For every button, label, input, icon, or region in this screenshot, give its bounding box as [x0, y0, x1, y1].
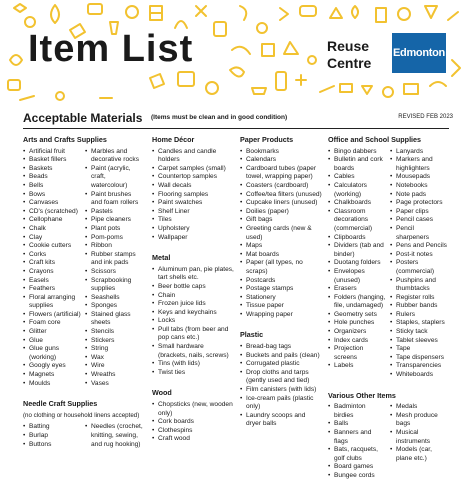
list-item: • Countertop samples	[152, 173, 234, 182]
list-item: • Bookmarks	[240, 148, 322, 157]
plastic-title: Plastic	[240, 330, 264, 340]
list-item: • Craft kits	[23, 259, 81, 268]
list-item: • Cardboard tubes (paper towel, wrapping paper)	[240, 165, 322, 182]
arts-lists	[23, 148, 148, 389]
metal-list	[152, 266, 234, 378]
list-item: • Cables	[328, 173, 386, 182]
needle-title: Needle Craft Supplies	[23, 399, 98, 409]
list-item: • Buttons	[23, 441, 81, 450]
list-item: • Upholstery	[152, 225, 234, 234]
reuse-line-2: Centre	[327, 55, 372, 71]
list-item: • Folders (hanging, file, undamaged)	[328, 294, 386, 311]
list-item: • Moulds	[23, 380, 81, 389]
column-home-metal-wood	[152, 136, 234, 444]
list-item: • Maps	[240, 242, 322, 251]
list-item: • Rubber bands	[390, 302, 448, 311]
other-lists	[328, 403, 453, 480]
list-item: • Locks	[152, 317, 234, 326]
list-item: • Mesh produce bags	[390, 412, 448, 429]
list-item: • Whiteboards	[390, 371, 448, 380]
list-item: • Cupcake liners (unused)	[240, 199, 322, 208]
list-item: • Stencils	[85, 328, 143, 337]
home-title: Home Décor	[152, 135, 195, 144]
list-item: • Paint swatches	[152, 199, 234, 208]
list-item: • Tape dispensers	[390, 354, 448, 363]
list-item: • Tape	[390, 345, 448, 354]
list-item: • Clay	[23, 234, 81, 243]
list-item: • Drop cloths and tarps (gently used and tied)	[240, 369, 322, 386]
list-item: • Chopsticks (new, wooden only)	[152, 401, 234, 418]
list-item: • Frozen juice lids	[152, 300, 234, 309]
list-item: • Transparencies	[390, 362, 448, 371]
list-item: • Wire	[85, 362, 143, 371]
list-item: • Geometry sets	[328, 311, 386, 320]
list-item: • Cellophane	[23, 216, 81, 225]
list-item: • Baskets	[23, 165, 81, 174]
needle-subtitle: (no clothing or household linens accepted)	[23, 411, 140, 419]
list-item: • Glitter	[23, 328, 81, 337]
list-item: • Clipboards	[328, 234, 386, 243]
list-item: • Sponges	[85, 302, 143, 311]
list-item: • Projection screens	[328, 345, 386, 362]
list-item: • Wax	[85, 354, 143, 363]
other-title: Various Other Items	[328, 390, 396, 400]
list-item: • Paint brushes and foam rollers	[85, 191, 143, 208]
list-item: • Pull tabs (from beer and pop cans etc.)	[152, 326, 234, 343]
divider	[23, 128, 449, 129]
paper-title: Paper Products	[240, 135, 294, 144]
list-item: • Bread-bag tags	[240, 343, 322, 352]
list-item: • Bats, racquets, golf clubs	[328, 446, 386, 463]
list-item: • Bungee cords	[328, 472, 386, 481]
list-item: • Tissue paper	[240, 302, 322, 311]
list-item: • Magnets	[23, 371, 81, 380]
list-item: • Postage stamps	[240, 285, 322, 294]
subheader	[23, 111, 453, 127]
header	[0, 0, 470, 105]
list-item: • Tiles	[152, 216, 234, 225]
arts-title: Arts and Crafts Supplies	[23, 135, 107, 144]
list-item: • Cookie cutters	[23, 242, 81, 251]
list-item: • Chalkboards	[328, 199, 386, 208]
arts-left-list	[23, 148, 81, 389]
list-item: • Batting	[23, 423, 81, 432]
office-right-list	[390, 148, 448, 380]
list-item: • Coasters (cardboard)	[240, 182, 322, 191]
list-item: • Classroom decorations (commercial)	[328, 208, 386, 234]
list-item: • Stickers	[85, 337, 143, 346]
list-item: • Mat boards	[240, 251, 322, 260]
list-item: • Duotang folders	[328, 259, 386, 268]
list-item: • Carpet samples (small)	[152, 165, 234, 174]
list-item: • Candles and candle holders	[152, 148, 234, 165]
list-item: • Organizers	[328, 328, 386, 337]
list-item: • Flowers (artificial)	[23, 311, 81, 320]
column-paper-plastic	[240, 136, 322, 429]
home-list	[152, 148, 234, 243]
list-item: • Pushpins and thumbtacks	[390, 277, 448, 294]
list-item: • Glue	[23, 337, 81, 346]
list-item: • Scrapbooking supplies	[85, 277, 143, 294]
list-item: • Chain	[152, 292, 234, 301]
list-item: • Wallpaper	[152, 234, 234, 243]
list-item: • Easels	[23, 277, 81, 286]
list-item: • Small hardware (brackets, nails, screws)	[152, 343, 234, 360]
list-item: • Calculators (working)	[328, 182, 386, 199]
list-item: • Googly eyes	[23, 362, 81, 371]
list-item: • Craft wood	[152, 435, 234, 444]
list-item: • Notebooks	[390, 182, 448, 191]
metal-title: Metal	[152, 253, 171, 263]
list-item: • Pom-poms	[85, 234, 143, 243]
column-office-other	[328, 136, 453, 481]
page-title: Item List	[28, 28, 194, 70]
list-item: • Canvases	[23, 199, 81, 208]
list-item: • Bows	[23, 191, 81, 200]
list-item: • Register rolls	[390, 294, 448, 303]
list-item: • Crayons	[23, 268, 81, 277]
list-item: • Basket fillers	[23, 156, 81, 165]
paper-list	[240, 148, 322, 320]
list-item: • Wreaths	[85, 371, 143, 380]
list-item: • Vases	[85, 380, 143, 389]
wood-title: Wood	[152, 388, 172, 398]
list-item: • Tins (with lids)	[152, 360, 234, 369]
list-item: • Foam core	[23, 319, 81, 328]
list-item: • Ice-cream pails (plastic only)	[240, 395, 322, 412]
list-item: • Doilies (paper)	[240, 208, 322, 217]
list-item: • Musical instruments	[390, 429, 448, 446]
list-item: • Index cards	[328, 337, 386, 346]
list-item: • Cork boards	[152, 418, 234, 427]
list-item: • Flooring samples	[152, 191, 234, 200]
list-item: • Needles (crochet, knitting, sewing, and rug hooking)	[85, 423, 143, 449]
list-item: • Artificial fruit	[23, 148, 81, 157]
logo-text: Edmonton	[393, 47, 445, 59]
list-item: • Seashells	[85, 294, 143, 303]
list-item: • Shelf Liner	[152, 208, 234, 217]
list-item: • Floral arranging supplies	[23, 294, 81, 311]
list-item: • Aluminum pan, pie plates, tart shells etc.	[152, 266, 234, 283]
needle-right-list	[85, 423, 143, 449]
list-item: • Bulletin and cork boards	[328, 156, 386, 173]
wood-list	[152, 401, 234, 444]
arts-right-list	[85, 148, 143, 389]
list-item: • Laundry scoops and dryer balls	[240, 412, 322, 429]
list-item: • Beads	[23, 173, 81, 182]
list-item: • Feathers	[23, 285, 81, 294]
needle-lists	[23, 423, 148, 449]
list-item: • Chalk	[23, 225, 81, 234]
list-item: • Corks	[23, 251, 81, 260]
list-item: • Plant pots	[85, 225, 143, 234]
list-item: • Pencil cases	[390, 216, 448, 225]
list-item: • Post-it notes	[390, 251, 448, 260]
list-item: • Calendars	[240, 156, 322, 165]
list-item: • Scissors	[85, 268, 143, 277]
list-item: • Models (car, plane etc.)	[390, 446, 448, 463]
list-item: • Mousepads	[390, 173, 448, 182]
revision-date: REVISED FEB 2023	[398, 114, 453, 120]
list-item: • Rubber stamps and ink pads	[85, 251, 143, 268]
office-left-list	[328, 148, 386, 380]
list-item: • Balls	[328, 420, 386, 429]
list-item: • Twist ties	[152, 369, 234, 378]
list-item: • Erasers	[328, 285, 386, 294]
other-left-list	[328, 403, 386, 480]
office-title: Office and School Supplies	[328, 135, 422, 144]
list-item: • Pastels	[85, 208, 143, 217]
list-item: • Medals	[390, 403, 448, 412]
list-item: • Coffee/tea filters (unused)	[240, 191, 322, 200]
plastic-list	[240, 343, 322, 429]
reuse-centre-label	[327, 38, 371, 72]
edmonton-logo	[392, 33, 446, 73]
list-item: • Staples, staplers	[390, 319, 448, 328]
column-arts	[23, 136, 148, 449]
list-item: • Beer bottle caps	[152, 283, 234, 292]
list-item: • Sticky tack	[390, 328, 448, 337]
list-item: • Banners and flags	[328, 429, 386, 446]
list-item: • Keys and keychains	[152, 309, 234, 318]
section-heading: Acceptable Materials	[23, 111, 143, 125]
list-item: • Stained glass sheets	[85, 311, 143, 328]
list-item: • Bells	[23, 182, 81, 191]
list-item: • Page protectors	[390, 199, 448, 208]
list-item: • Pencil sharpeners	[390, 225, 448, 242]
list-item: • Dividers (tab and binder)	[328, 242, 386, 259]
list-item: • Paper (all types, no scraps)	[240, 259, 322, 276]
list-item: • Glue guns (working)	[23, 345, 81, 362]
list-item: • Pipe cleaners	[85, 216, 143, 225]
list-item: • Postcards	[240, 277, 322, 286]
other-right-list	[390, 403, 448, 480]
list-item: • Bingo dabbers	[328, 148, 386, 157]
list-item: • Buckets and pails (clean)	[240, 352, 322, 361]
list-item: • Marbles and decorative rocks	[85, 148, 143, 165]
list-item: • Posters (commercial)	[390, 259, 448, 276]
list-item: • CD's (scratched)	[23, 208, 81, 217]
list-item: • Note pads	[390, 191, 448, 200]
list-item: • Burlap	[23, 432, 81, 441]
list-item: • Envelopes (unused)	[328, 268, 386, 285]
condition-note: (Items must be clean and in good condition)	[151, 114, 288, 121]
reuse-line-1: Reuse	[327, 38, 370, 54]
list-item: • Wrapping paper	[240, 311, 322, 320]
list-item: • Lanyards	[390, 148, 448, 157]
list-item: • Ribbon	[85, 242, 143, 251]
needle-left-list	[23, 423, 81, 449]
list-item: • String	[85, 345, 143, 354]
list-item: • Wall decals	[152, 182, 234, 191]
list-item: • Clothespins	[152, 427, 234, 436]
list-item: • Pens and Pencils	[390, 242, 448, 251]
list-item: • Hole punches	[328, 319, 386, 328]
list-item: • Paint (acrylic, craft, watercolour)	[85, 165, 143, 191]
office-lists	[328, 148, 453, 380]
list-item: • Greeting cards (new & used)	[240, 225, 322, 242]
list-item: • Markers and highlighters	[390, 156, 448, 173]
list-item: • Film canisters (with lids)	[240, 386, 322, 395]
list-item: • Gift bags	[240, 216, 322, 225]
list-item: • Stationery	[240, 294, 322, 303]
list-item: • Board games	[328, 463, 386, 472]
list-item: • Badminton birdies	[328, 403, 386, 420]
list-item: • Corrugated plastic	[240, 360, 322, 369]
list-item: • Rulers	[390, 311, 448, 320]
list-item: • Paper clips	[390, 208, 448, 217]
list-item: • Labels	[328, 362, 386, 371]
list-item: • Tablet sleeves	[390, 337, 448, 346]
